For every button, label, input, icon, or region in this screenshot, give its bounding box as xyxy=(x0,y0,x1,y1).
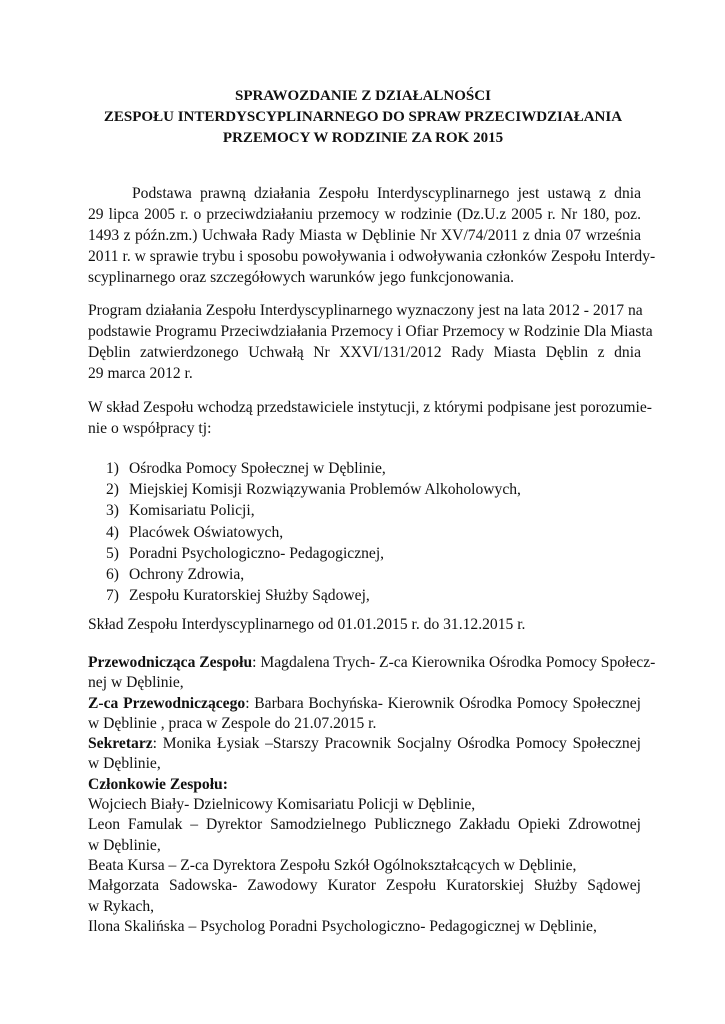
list-item: 1) Ośrodka Pomocy Społecznej w Dęblinie, xyxy=(106,460,386,477)
list-item: 3) Komisariatu Policji, xyxy=(106,502,255,520)
members-label: Członkowie Zespołu: xyxy=(88,775,228,793)
members-section xyxy=(88,653,656,937)
text-line: w Rykach, xyxy=(88,897,155,915)
period-line: Skład Zespołu Interdyscyplinarnego od 01.01.2015 r. do 31.12.2015 r. xyxy=(88,616,526,633)
program-paragraph xyxy=(88,300,653,384)
text-line: Z-ca Przewodniczącego: Barbara Bochyńska- Kierownik Ośrodka Pomocy Społecznej xyxy=(88,694,641,712)
text-line: Małgorzata Sadowska- Zawodowy Kurator Zespołu Kuratorskiej Służby Sądowej xyxy=(88,877,641,895)
composition-paragraph xyxy=(88,397,652,439)
list-item: 2) Miejskiej Komisji Rozwiązywania Problemów Alkoholowych, xyxy=(106,481,521,499)
text-line: 2011 r. w sprawie trybu i sposobu powoływania i odwoływania członków Zespołu Interdy- xyxy=(88,248,656,265)
text-line: Przewodnicząca Zespołu: Magdalena Trych- Z-ca Kierownika Ośrodka Pomocy Społecz- xyxy=(88,654,656,671)
list-item: 4) Placówek Oświatowych, xyxy=(106,523,284,541)
text-line: w Dęblinie , praca w Zespole do 21.07.2015 r. xyxy=(88,714,377,732)
text-line: Sekretarz: Monika Łysiak –Starszy Pracownik Socjalny Ośrodka Pomocy Społecznej xyxy=(88,735,641,753)
text-line: Wojciech Biały- Dzielnicowy Komisariatu Policji w Dęblinie, xyxy=(88,796,476,814)
text-line xyxy=(88,775,641,795)
text-line: w Dęblinie, xyxy=(88,755,161,773)
title-line: SPRAWOZDANIE Z DZIAŁALNOŚCI xyxy=(235,88,491,104)
text-line: Program działania Zespołu Interdyscyplinarnego wyznaczony jest na lata 2012 - 2017 na xyxy=(88,302,643,319)
text-line: podstawie Programu Przeciwdziałania Przemocy i Ofiar Przemocy w Rodzinie Dla Miasta xyxy=(88,323,653,340)
chair-label: Przewodnicząca Zespołu xyxy=(88,654,253,671)
text-line: 29 marca 2012 r. xyxy=(88,365,193,382)
text-line: Ilona Skalińska – Psycholog Poradni Psychologiczno- Pedagogicznej w Dęblinie, xyxy=(88,917,597,935)
text-line: nej w Dęblinie, xyxy=(88,674,184,692)
list-item: 7) Zespołu Kuratorskiej Służby Sądowej, xyxy=(106,587,370,605)
list-item: 5) Poradni Psychologiczno- Pedagogicznej, xyxy=(106,544,385,562)
text-line: Beata Kursa – Z-ca Dyrektora Zespołu Szkół Ogólnokształcących w Dęblinie, xyxy=(88,856,577,874)
title-line: PRZEMOCY W RODZINIE ZA ROK 2015 xyxy=(222,130,504,146)
text-line: Leon Famulak – Dyrektor Samodzielnego Publicznego Zakładu Opieki Zdrowotnej xyxy=(88,816,641,834)
report-title xyxy=(88,86,638,149)
text-line: 1493 z późn.zm.) Uchwała Rady Miasta w Dęblinie Nr XV/74/2011 z dnia 07 września xyxy=(88,227,641,244)
vice-chair-label: Z-ca Przewodniczącego xyxy=(88,694,246,712)
text-line: Dęblin zatwierdzonego Uchwałą Nr XXVI/131/2012 Rady Miasta Dęblin z dnia xyxy=(88,344,641,361)
text-line: W skład Zespołu wchodzą przedstawiciele instytucji, z którymi podpisane jest porozumie- xyxy=(88,399,652,416)
text-line: Podstawa prawną działania Zespołu Interdyscyplinarnego jest ustawą z dnia xyxy=(132,185,641,202)
legal-basis-paragraph xyxy=(88,183,656,288)
text-line: 29 lipca 2005 r. o przeciwdziałaniu przemocy w rodzinie (Dz.U.z 2005 r. Nr 180, poz. xyxy=(88,206,641,223)
title-line: ZESPOŁU INTERDYSCYPLINARNEGO DO SPRAW PRZECIWDZIAŁANIA xyxy=(103,109,623,125)
list-item: 6) Ochrony Zdrowia, xyxy=(106,565,245,583)
secretary-label: Sekretarz xyxy=(88,735,153,753)
text-line: w Dęblinie, xyxy=(88,836,161,854)
text-line: nie o współpracy tj: xyxy=(88,420,212,437)
institutions-list xyxy=(106,458,521,606)
text-line: scyplinarnego oraz szczegółowych warunków jego funkcjonowania. xyxy=(88,269,515,286)
